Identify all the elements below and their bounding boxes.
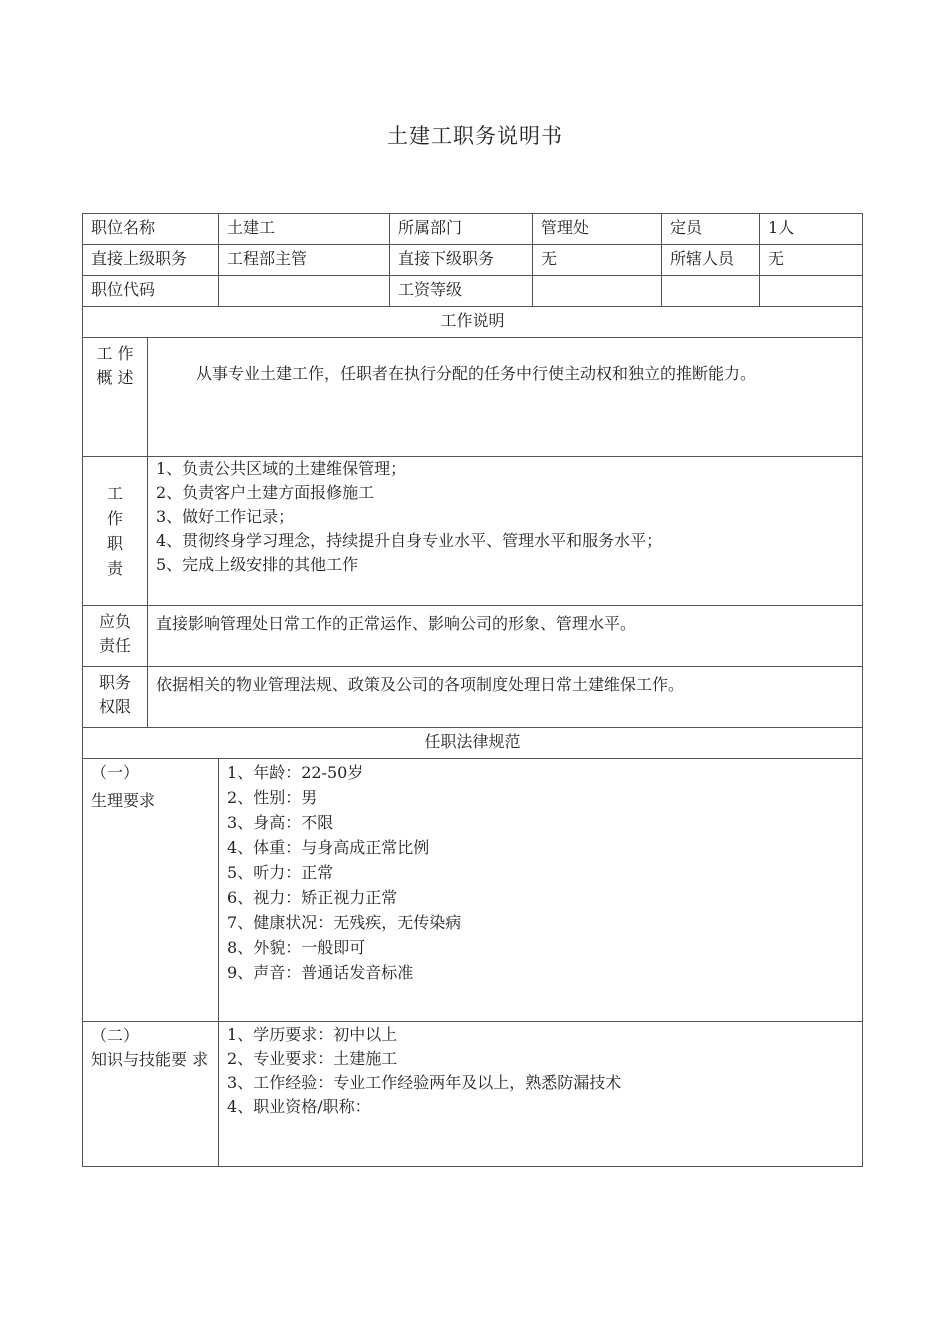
work-section-heading-row — [83, 307, 863, 338]
summary-label — [83, 338, 148, 457]
duties-label-char: 职 — [106, 534, 123, 553]
requirement-item: 2、性别：男 — [227, 788, 318, 807]
duties-label-char: 责 — [106, 559, 123, 578]
code-value — [219, 276, 390, 307]
headcount-value: 1人 — [760, 214, 863, 245]
requirement-item: 9、声音：普通话发音标准 — [227, 963, 414, 982]
grade-value — [533, 276, 662, 307]
duties-list — [148, 457, 863, 606]
blank-cell — [662, 276, 760, 307]
row-basic-2 — [83, 245, 863, 276]
job-description-table — [82, 213, 863, 1167]
authority-text: 依据相关的物业管理法规、政策及公司的各项制度处理日常土建维保工作。 — [148, 667, 863, 728]
blank-cell — [760, 276, 863, 307]
knowledge-label-text: 知识与技能要 求 — [91, 1050, 209, 1069]
physical-index: （一） — [91, 763, 140, 782]
knowledge-index: （二） — [91, 1026, 140, 1045]
requirement-item: 6、视力：矫正视力正常 — [227, 888, 398, 907]
grade-label: 工资等级 — [390, 276, 533, 307]
qualification-heading: 任职法律规范 — [83, 728, 863, 759]
knowledge-row — [83, 1022, 863, 1167]
knowledge-label — [83, 1022, 219, 1167]
qualification-heading-row — [83, 728, 863, 759]
row-basic-1 — [83, 214, 863, 245]
duties-row — [83, 457, 863, 606]
knowledge-requirements-list — [219, 1022, 863, 1167]
requirement-item: 3、身高：不限 — [227, 813, 334, 832]
physical-requirements-list — [219, 759, 863, 1022]
duty-item: 2、负责客户土建方面报修施工 — [156, 483, 375, 502]
responsibility-label — [83, 606, 148, 667]
work-section-heading: 工作说明 — [83, 307, 863, 338]
requirement-item: 3、工作经验：专业工作经验两年及以上，熟悉防漏技术 — [227, 1073, 622, 1092]
authority-label-line: 职务 — [98, 673, 131, 692]
summary-label-line: 工 作 — [96, 344, 134, 363]
responsibility-label-line: 责任 — [98, 636, 131, 655]
requirement-item: 2、专业要求：土建施工 — [227, 1049, 398, 1068]
superior-value: 工程部主管 — [219, 245, 390, 276]
subordinate-label: 直接下级职务 — [390, 245, 533, 276]
summary-row — [83, 338, 863, 457]
subordinate-value: 无 — [533, 245, 662, 276]
duty-item: 3、做好工作记录； — [156, 507, 295, 526]
row-basic-3 — [83, 276, 863, 307]
duties-label — [83, 457, 148, 606]
summary-text: 从事专业土建工作，任职者在执行分配的任务中行使主动权和独立的推断能力。 — [148, 338, 863, 457]
position-name-value: 土建工 — [219, 214, 390, 245]
duty-item: 5、完成上级安排的其他工作 — [156, 555, 359, 574]
physical-label-text: 生理要求 — [91, 791, 156, 810]
responsibility-text: 直接影响管理处日常工作的正常运作、影响公司的形象、管理水平。 — [148, 606, 863, 667]
requirement-item: 1、年龄：22-50岁 — [227, 763, 364, 782]
document-title: 土建工职务说明书 — [387, 124, 563, 148]
requirement-item: 1、学历要求：初中以上 — [227, 1025, 398, 1044]
physical-row — [83, 759, 863, 1022]
managed-label: 所辖人员 — [662, 245, 760, 276]
duties-label-char: 工 — [106, 484, 123, 503]
code-label: 职位代码 — [83, 276, 219, 307]
position-name-label: 职位名称 — [83, 214, 219, 245]
responsibility-label-line: 应负 — [98, 612, 131, 631]
requirement-item: 5、听力：正常 — [227, 863, 334, 882]
department-label: 所属部门 — [390, 214, 533, 245]
duties-label-char: 作 — [106, 509, 123, 528]
headcount-label: 定员 — [662, 214, 760, 245]
requirement-item: 4、体重：与身高成正常比例 — [227, 838, 430, 857]
physical-label — [83, 759, 219, 1022]
requirement-item: 8、外貌：一般即可 — [227, 938, 366, 957]
summary-label-line: 概 述 — [96, 368, 134, 387]
requirement-item: 7、健康状况：无残疾，无传染病 — [227, 913, 462, 932]
duty-item: 1、负责公共区域的土建维保管理； — [156, 459, 407, 478]
department-value: 管理处 — [533, 214, 662, 245]
managed-value: 无 — [760, 245, 863, 276]
authority-row — [83, 667, 863, 728]
authority-label — [83, 667, 148, 728]
duty-item: 4、贯彻终身学习理念，持续提升自身专业水平、管理水平和服务水平； — [156, 531, 663, 550]
requirement-item: 4、职业资格/职称： — [227, 1097, 371, 1116]
responsibility-row — [83, 606, 863, 667]
authority-label-line: 权限 — [98, 697, 131, 716]
superior-label: 直接上级职务 — [83, 245, 219, 276]
